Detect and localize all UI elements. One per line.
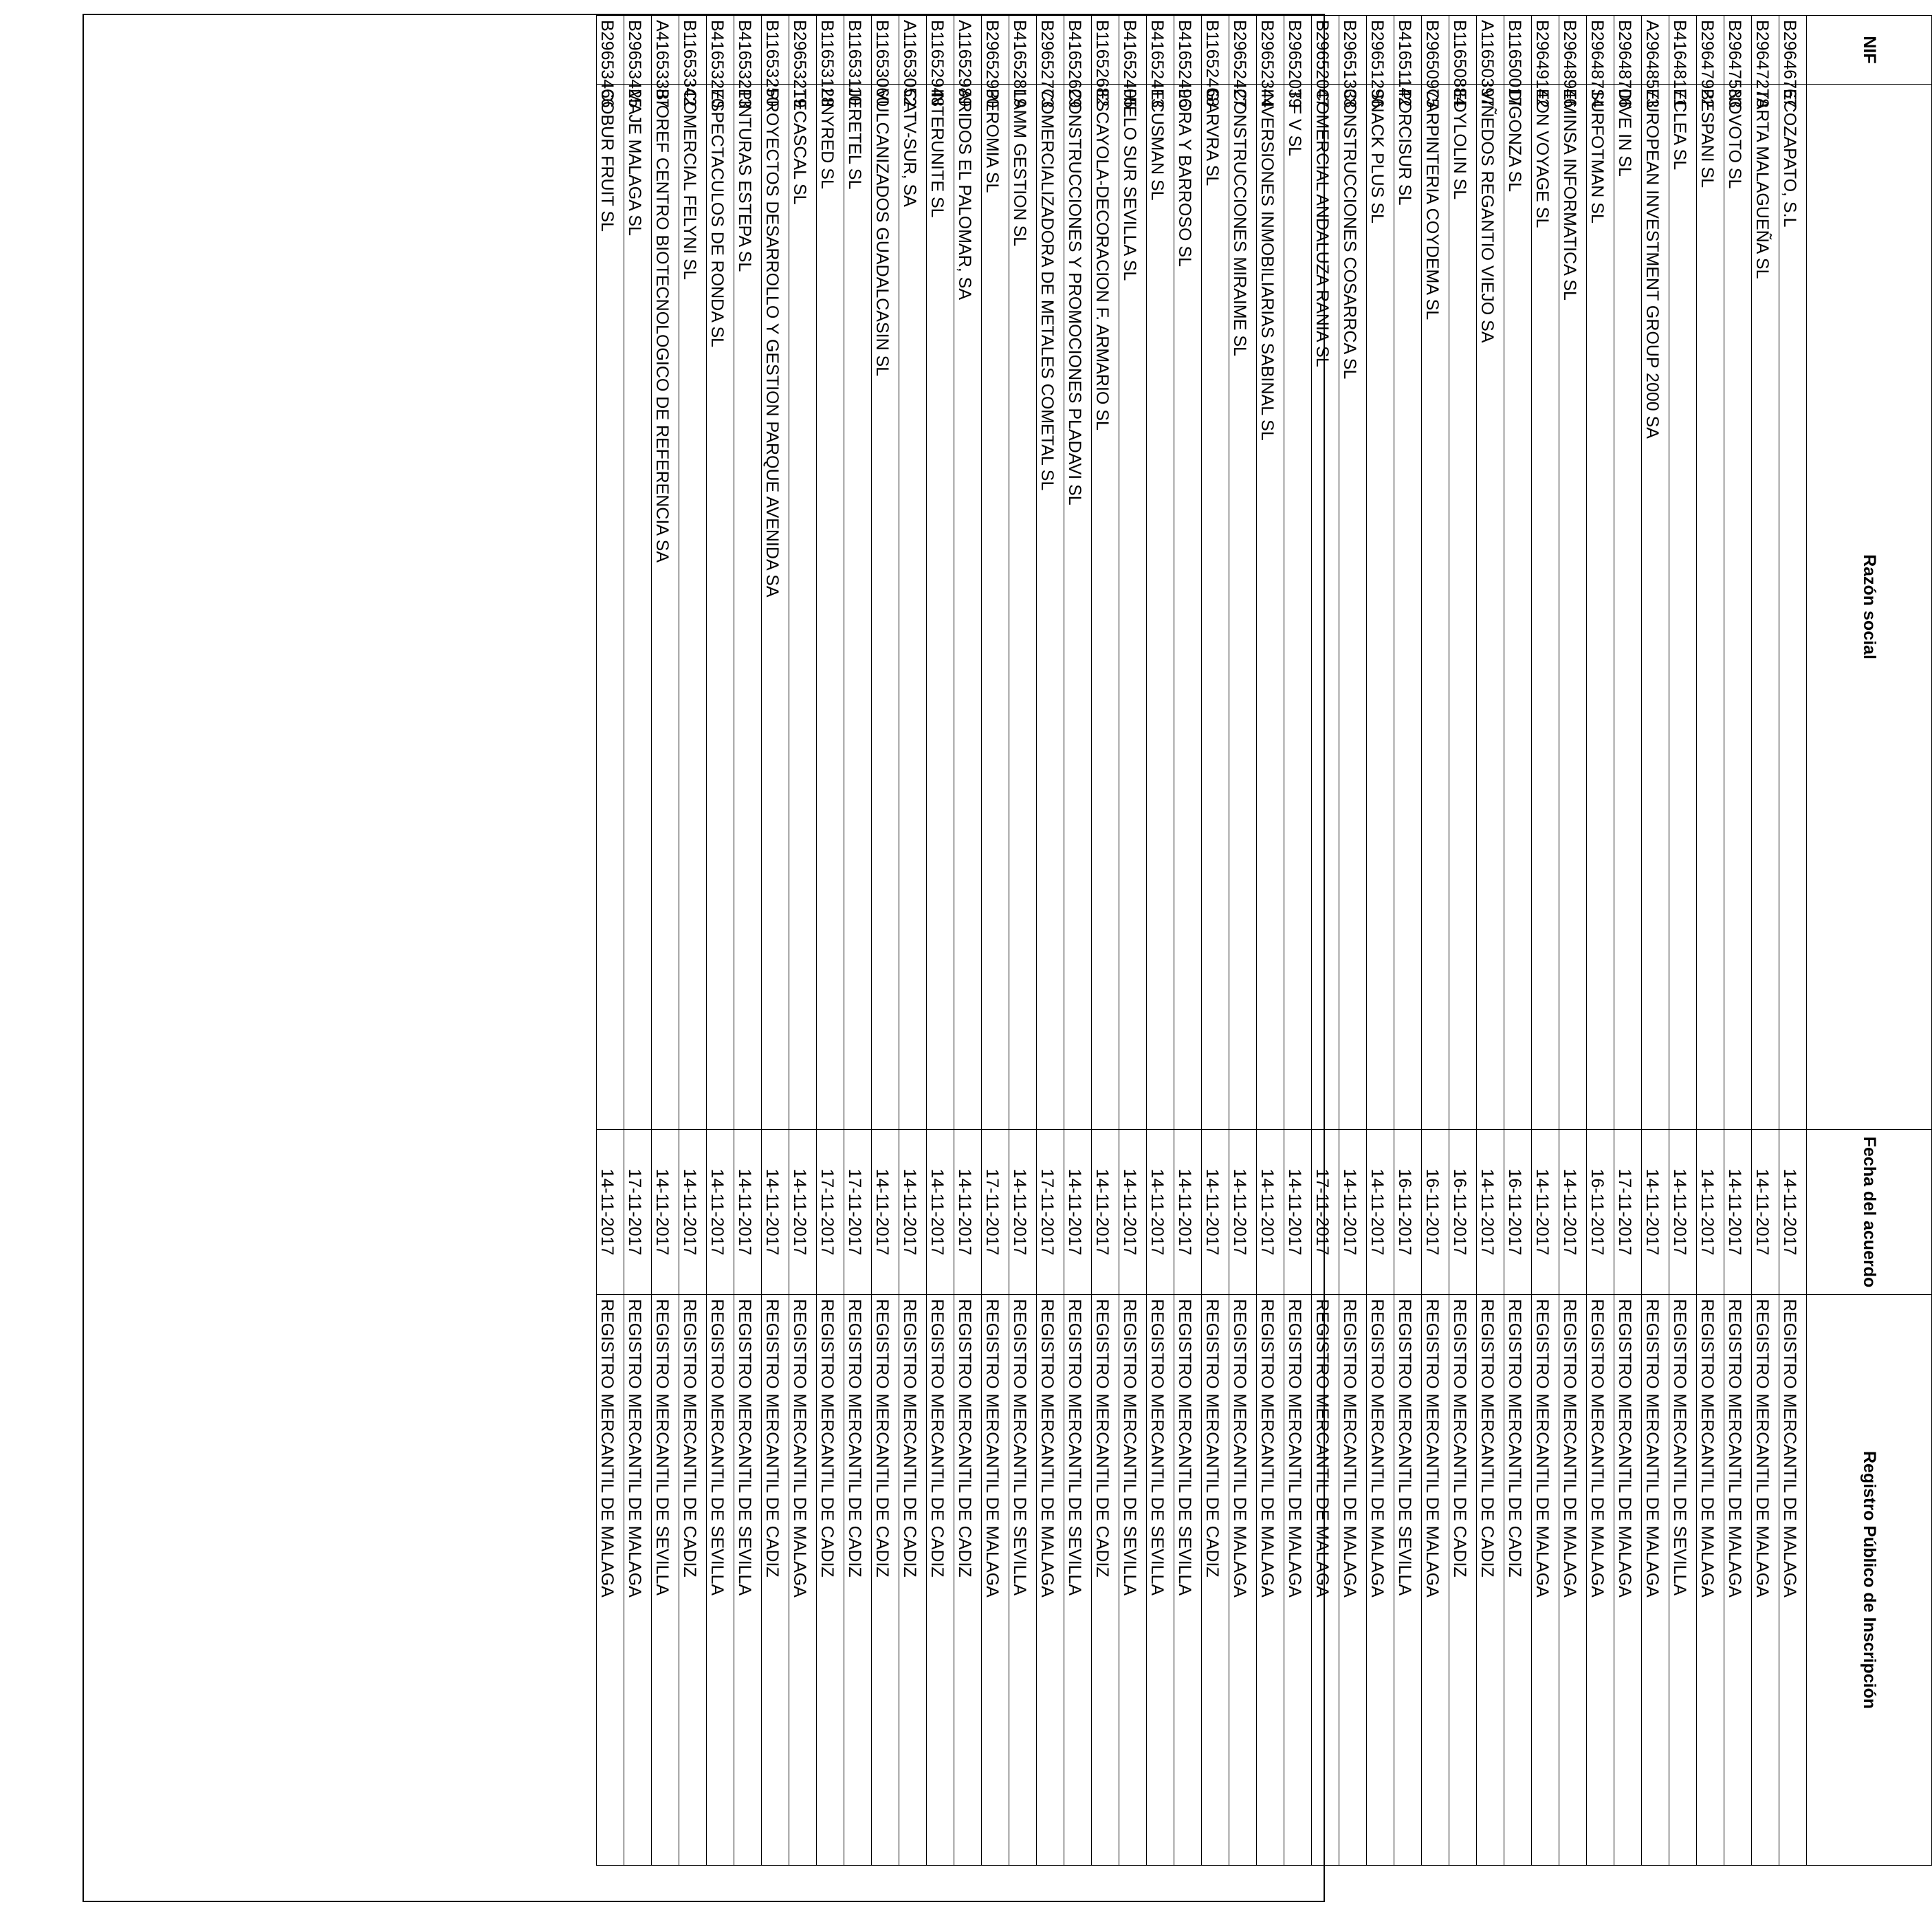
table-row [1422,16,1449,1866]
cell-fecha-acuerdo: 14-11-2017 [707,1130,734,1295]
cell-razon-social: LINYRED SL [817,85,844,1130]
cell-nif: B29648946 [1559,16,1587,85]
cell-razon-social: INVERSIONES INMOBILIARIAS SABINAL SL [1257,85,1284,1130]
table-row [872,16,899,1866]
cell-razon-social: COMERCIAL FELYNI SL [679,85,707,1130]
cell-fecha-acuerdo: 14-11-2017 [789,1130,817,1295]
cell-nif: B41652629 [1064,16,1092,85]
cell-fecha-acuerdo: 14-11-2017 [762,1130,789,1295]
cell-razon-social: LORA Y BARROSO SL [1174,85,1202,1130]
cell-nif: B29652427 [1229,16,1257,85]
table-row [1312,16,1339,1866]
table-body [597,16,1807,1866]
table-row [1669,16,1697,1866]
table-row [1394,16,1422,1866]
cell-registro: REGISTRO MERCANTIL DE MALAGA [1422,1295,1449,1866]
table-row [982,16,1009,1866]
cell-nif: B11653250 [762,16,789,85]
cell-nif: B11650017 [1504,16,1532,85]
cell-nif: B11652682 [1092,16,1119,85]
cell-fecha-acuerdo: 14-11-2017 [1532,1130,1559,1295]
companies-table [596,15,1932,1866]
header-registro: Registro Público de Inscripción [1807,1295,1932,1866]
cell-registro: REGISTRO MERCANTIL DE MALAGA [1312,1295,1339,1866]
cell-fecha-acuerdo: 14-11-2017 [899,1130,927,1295]
cell-razon-social: INTERUNITE SL [927,85,954,1130]
cell-fecha-acuerdo: 17-11-2017 [1614,1130,1642,1295]
cell-fecha-acuerdo: 14-11-2017 [954,1130,982,1295]
cell-nif: B41652496 [1174,16,1202,85]
cell-fecha-acuerdo: 17-11-2017 [1037,1130,1064,1295]
cell-fecha-acuerdo: 17-11-2017 [1312,1130,1339,1295]
cell-registro: REGISTRO MERCANTIL DE MALAGA [597,1295,624,1866]
cell-nif: B29650975 [1422,16,1449,85]
cell-nif: B11652948 [927,16,954,85]
header-nif: NIF [1807,16,1932,85]
table-row [927,16,954,1866]
cell-registro: REGISTRO MERCANTIL DE MALAGA [1642,1295,1669,1866]
table-row [1724,16,1752,1866]
cell-nif: B29651338 [1339,16,1367,85]
table-row [679,16,707,1866]
cell-nif: B41651142 [1394,16,1422,85]
cell-fecha-acuerdo: 14-11-2017 [1257,1130,1284,1295]
table-row [1092,16,1119,1866]
cell-fecha-acuerdo: 14-11-2017 [1202,1130,1229,1295]
table-row [1174,16,1202,1866]
cell-nif: B29652047 [1312,16,1339,85]
cell-registro: REGISTRO MERCANTIL DE CADIZ [762,1295,789,1866]
cell-fecha-acuerdo: 14-11-2017 [1339,1130,1367,1295]
table-row [1614,16,1642,1866]
cell-nif: B41653213 [734,16,762,85]
cell-nif: B11653110 [844,16,872,85]
cell-fecha-acuerdo: 14-11-2017 [734,1130,762,1295]
cell-nif: B11653060 [872,16,899,85]
cell-nif: B41653270 [707,16,734,85]
cell-registro: REGISTRO MERCANTIL DE MALAGA [789,1295,817,1866]
cell-razon-social: JERETEL SL [844,85,872,1130]
cell-nif: B11653128 [817,16,844,85]
cell-razon-social: CONSTRUCCIONES COSARRCA SL [1339,85,1367,1130]
cell-razon-social: ECLEA SL [1669,85,1697,1130]
cell-registro: REGISTRO MERCANTIL DE MALAGA [982,1295,1009,1866]
cell-razon-social: VIÑEDOS REGANTIO VIEJO SA [1477,85,1504,1130]
cell-razon-social: GARVRA SL [1202,85,1229,1130]
table-row [762,16,789,1866]
table-row [899,16,927,1866]
cell-razon-social: CONSTRUCCIONES Y PROMOCIONES PLADAVI SL [1064,85,1092,1130]
cell-razon-social: DIGONZA SL [1504,85,1532,1130]
cell-registro: REGISTRO MERCANTIL DE MALAGA [1697,1295,1724,1866]
cell-razon-social: MAJE MALAGA SL [624,85,652,1130]
cell-razon-social: PEROMIA SL [982,85,1009,1130]
cell-razon-social: ECOZAPATO, S.L [1779,85,1807,1130]
table-row [1752,16,1779,1866]
cell-razon-social: HIELO SUR SEVILLA SL [1119,85,1147,1130]
table-row [707,16,734,1866]
cell-registro: REGISTRO MERCANTIL DE MALAGA [1257,1295,1284,1866]
cell-fecha-acuerdo: 16-11-2017 [1504,1130,1532,1295]
cell-nif: B29653219 [789,16,817,85]
table-row [1367,16,1394,1866]
cell-razon-social: COBUR FRUIT SL [597,85,624,1130]
cell-nif: A11653052 [899,16,927,85]
cell-fecha-acuerdo: 14-11-2017 [597,1130,624,1295]
cell-razon-social: PROYECTOS DESARROLLO Y GESTION PARQUE AVENIDA SA [762,85,789,1130]
cell-nif: B29653466 [597,16,624,85]
cell-razon-social: CATV-SUR, SA [899,85,927,1130]
table-row [1779,16,1807,1866]
cell-registro: REGISTRO MERCANTIL DE CADIZ [679,1295,707,1866]
cell-razon-social: COMERCIAL ANDALUZA RANIA SL [1312,85,1339,1130]
cell-registro: REGISTRO MERCANTIL DE CADIZ [954,1295,982,1866]
table-row [1504,16,1532,1866]
cell-registro: REGISTRO MERCANTIL DE SEVILLA [1147,1295,1174,1866]
cell-fecha-acuerdo: 17-11-2017 [982,1130,1009,1295]
cell-razon-social: EMINSA INFORMATICA SL [1559,85,1587,1130]
cell-registro: REGISTRO MERCANTIL DE CADIZ [899,1295,927,1866]
table-row [1147,16,1174,1866]
cell-registro: REGISTRO MERCANTIL DE CADIZ [872,1295,899,1866]
cell-razon-social: EON VOYAGE SL [1532,85,1559,1130]
cell-fecha-acuerdo: 14-11-2017 [1477,1130,1504,1295]
cell-registro: REGISTRO MERCANTIL DE MALAGA [1339,1295,1367,1866]
cell-registro: REGISTRO MERCANTIL DE MALAGA [1614,1295,1642,1866]
cell-razon-social: TARTA MALAGUEÑA SL [1752,85,1779,1130]
cell-registro: REGISTRO MERCANTIL DE SEVILLA [1119,1295,1147,1866]
cell-razon-social: VULCANIZADOS GUADALCASIN SL [872,85,899,1130]
cell-razon-social: PORCISUR SL [1394,85,1422,1130]
document-page [83,14,1879,1902]
cell-nif: B29653425 [624,16,652,85]
cell-registro: REGISTRO MERCANTIL DE MALAGA [1779,1295,1807,1866]
cell-fecha-acuerdo: 14-11-2017 [1119,1130,1147,1295]
cell-nif: B29652773 [1037,16,1064,85]
cell-registro: REGISTRO MERCANTIL DE CADIZ [927,1295,954,1866]
table-row [1202,16,1229,1866]
cell-fecha-acuerdo: 16-11-2017 [1449,1130,1477,1295]
table-row [1587,16,1614,1866]
cell-registro: REGISTRO MERCANTIL DE MALAGA [1284,1295,1312,1866]
cell-registro: REGISTRO MERCANTIL DE MALAGA [1037,1295,1064,1866]
cell-nif: A41653387 [652,16,679,85]
cell-registro: REGISTRO MERCANTIL DE MALAGA [1367,1295,1394,1866]
cell-registro: REGISTRO MERCANTIL DE SEVILLA [1669,1295,1697,1866]
cell-nif: B29647278 [1752,16,1779,85]
cell-registro: REGISTRO MERCANTIL DE SEVILLA [1174,1295,1202,1866]
cell-nif: A11652989 [954,16,982,85]
cell-razon-social: ECUSMAN SL [1147,85,1174,1130]
cell-razon-social: CARPINTERIA COYDEMA SL [1422,85,1449,1130]
cell-registro: REGISTRO MERCANTIL DE MALAGA [1532,1295,1559,1866]
table-row [1697,16,1724,1866]
table-row [624,16,652,1866]
table-row [1257,16,1284,1866]
cell-nif: B29647583 [1724,16,1752,85]
table-row [1119,16,1147,1866]
cell-fecha-acuerdo: 14-11-2017 [1284,1130,1312,1295]
header-razon-social: Razón social [1807,85,1932,1130]
cell-fecha-acuerdo: 14-11-2017 [1642,1130,1669,1295]
table-row [652,16,679,1866]
table-row [817,16,844,1866]
cell-fecha-acuerdo: 16-11-2017 [1422,1130,1449,1295]
cell-registro: REGISTRO MERCANTIL DE SEVILLA [734,1295,762,1866]
cell-registro: REGISTRO MERCANTIL DE SEVILLA [652,1295,679,1866]
table-row [1532,16,1559,1866]
cell-registro: REGISTRO MERCANTIL DE SEVILLA [1009,1295,1037,1866]
cell-fecha-acuerdo: 14-11-2017 [652,1130,679,1295]
cell-fecha-acuerdo: 14-11-2017 [1147,1130,1174,1295]
table-row [734,16,762,1866]
cell-fecha-acuerdo: 17-11-2017 [817,1130,844,1295]
cell-razon-social: LAMM GESTION SL [1009,85,1037,1130]
cell-registro: REGISTRO MERCANTIL DE MALAGA [1559,1295,1587,1866]
cell-razon-social: ARIDOS EL PALOMAR, SA [954,85,982,1130]
cell-razon-social: SURFOTMAN SL [1587,85,1614,1130]
cell-fecha-acuerdo: 14-11-2017 [927,1130,954,1295]
cell-nif: B29648706 [1614,16,1642,85]
cell-nif: B29647922 [1697,16,1724,85]
cell-nif: A29648573 [1642,16,1669,85]
cell-razon-social: ESCAYOLA-DECORACION F. ARMARIO SL [1092,85,1119,1130]
cell-fecha-acuerdo: 14-11-2017 [1779,1130,1807,1295]
cell-nif: B29652039 [1284,16,1312,85]
cell-fecha-acuerdo: 14-11-2017 [1229,1130,1257,1295]
cell-registro: REGISTRO MERCANTIL DE CADIZ [1504,1295,1532,1866]
cell-razon-social: EDYLOLIN SL [1449,85,1477,1130]
cell-razon-social: DIVE IN SL [1614,85,1642,1130]
cell-razon-social: BIOREF CENTRO BIOTECNOLOGICO DE REFERENCIA SA [652,85,679,1130]
cell-nif: B41652413 [1147,16,1174,85]
cell-nif: B29648714 [1587,16,1614,85]
table-row [597,16,624,1866]
cell-razon-social: ESPECTACULOS DE RONDA SL [707,85,734,1130]
cell-nif: A11650397 [1477,16,1504,85]
cell-fecha-acuerdo: 14-11-2017 [1009,1130,1037,1295]
cell-registro: REGISTRO MERCANTIL DE SEVILLA [1394,1295,1422,1866]
cell-nif: B29649142 [1532,16,1559,85]
cell-nif: B11650884 [1449,16,1477,85]
table-row [1339,16,1367,1866]
cell-nif: B41652819 [1009,16,1037,85]
table-row [1449,16,1477,1866]
table-row [844,16,872,1866]
table-row [954,16,982,1866]
cell-fecha-acuerdo: 14-11-2017 [1724,1130,1752,1295]
cell-nif: B11653342 [679,16,707,85]
cell-nif: B41648171 [1669,16,1697,85]
cell-fecha-acuerdo: 14-11-2017 [1092,1130,1119,1295]
cell-registro: REGISTRO MERCANTIL DE CADIZ [1202,1295,1229,1866]
cell-fecha-acuerdo: 14-11-2017 [1752,1130,1779,1295]
cell-nif: B29646767 [1779,16,1807,85]
cell-fecha-acuerdo: 17-11-2017 [844,1130,872,1295]
cell-registro: REGISTRO MERCANTIL DE MALAGA [1752,1295,1779,1866]
cell-fecha-acuerdo: 17-11-2017 [624,1130,652,1295]
cell-razon-social: CONSTRUCCIONES MIRAIME SL [1229,85,1257,1130]
cell-registro: REGISTRO MERCANTIL DE MALAGA [1724,1295,1752,1866]
cell-registro: REGISTRO MERCANTIL DE SEVILLA [707,1295,734,1866]
cell-registro: REGISTRO MERCANTIL DE MALAGA [624,1295,652,1866]
table-row [1559,16,1587,1866]
cell-fecha-acuerdo: 14-11-2017 [1559,1130,1587,1295]
table-row [1642,16,1669,1866]
table-header-row [1807,16,1932,1866]
cell-registro: REGISTRO MERCANTIL DE CADIZ [1449,1295,1477,1866]
cell-razon-social: T F V SL [1284,85,1312,1130]
cell-fecha-acuerdo: 16-11-2017 [1394,1130,1422,1295]
cell-fecha-acuerdo: 14-11-2017 [1174,1130,1202,1295]
cell-fecha-acuerdo: 16-11-2017 [1587,1130,1614,1295]
cell-razon-social: NOVOTO SL [1724,85,1752,1130]
table-row [1009,16,1037,1866]
cell-nif: B11652468 [1202,16,1229,85]
cell-fecha-acuerdo: 14-11-2017 [1367,1130,1394,1295]
table-row [1229,16,1257,1866]
table-row [1037,16,1064,1866]
cell-fecha-acuerdo: 14-11-2017 [1064,1130,1092,1295]
cell-nif: B29652344 [1257,16,1284,85]
cell-registro: REGISTRO MERCANTIL DE CADIZ [844,1295,872,1866]
cell-nif: B29652930 [982,16,1009,85]
cell-razon-social: TECASCAL SL [789,85,817,1130]
table-row [1284,16,1312,1866]
cell-registro: REGISTRO MERCANTIL DE CADIZ [817,1295,844,1866]
cell-razon-social: EUROPEAN INVESTMENT GROUP 2000 SA [1642,85,1669,1130]
cell-fecha-acuerdo: 14-11-2017 [1697,1130,1724,1295]
cell-registro: REGISTRO MERCANTIL DE CADIZ [1477,1295,1504,1866]
cell-registro: REGISTRO MERCANTIL DE SEVILLA [1064,1295,1092,1866]
cell-razon-social: BESPANI SL [1697,85,1724,1130]
cell-fecha-acuerdo: 14-11-2017 [679,1130,707,1295]
cell-fecha-acuerdo: 14-11-2017 [872,1130,899,1295]
header-fecha-acuerdo: Fecha del acuerdo [1807,1130,1932,1295]
cell-registro: REGISTRO MERCANTIL DE CADIZ [1092,1295,1119,1866]
table-row [789,16,817,1866]
cell-registro: REGISTRO MERCANTIL DE MALAGA [1587,1295,1614,1866]
cell-fecha-acuerdo: 14-11-2017 [1669,1130,1697,1295]
cell-razon-social: COMERCIALIZADORA DE METALES COMETAL SL [1037,85,1064,1130]
table-row [1064,16,1092,1866]
cell-registro: REGISTRO MERCANTIL DE MALAGA [1229,1295,1257,1866]
cell-razon-social: SNACK PLUS SL [1367,85,1394,1130]
table-row [1477,16,1504,1866]
cell-razon-social: PINTURAS ESTEPA SL [734,85,762,1130]
cell-nif: B41652405 [1119,16,1147,85]
cell-nif: B29651296 [1367,16,1394,85]
